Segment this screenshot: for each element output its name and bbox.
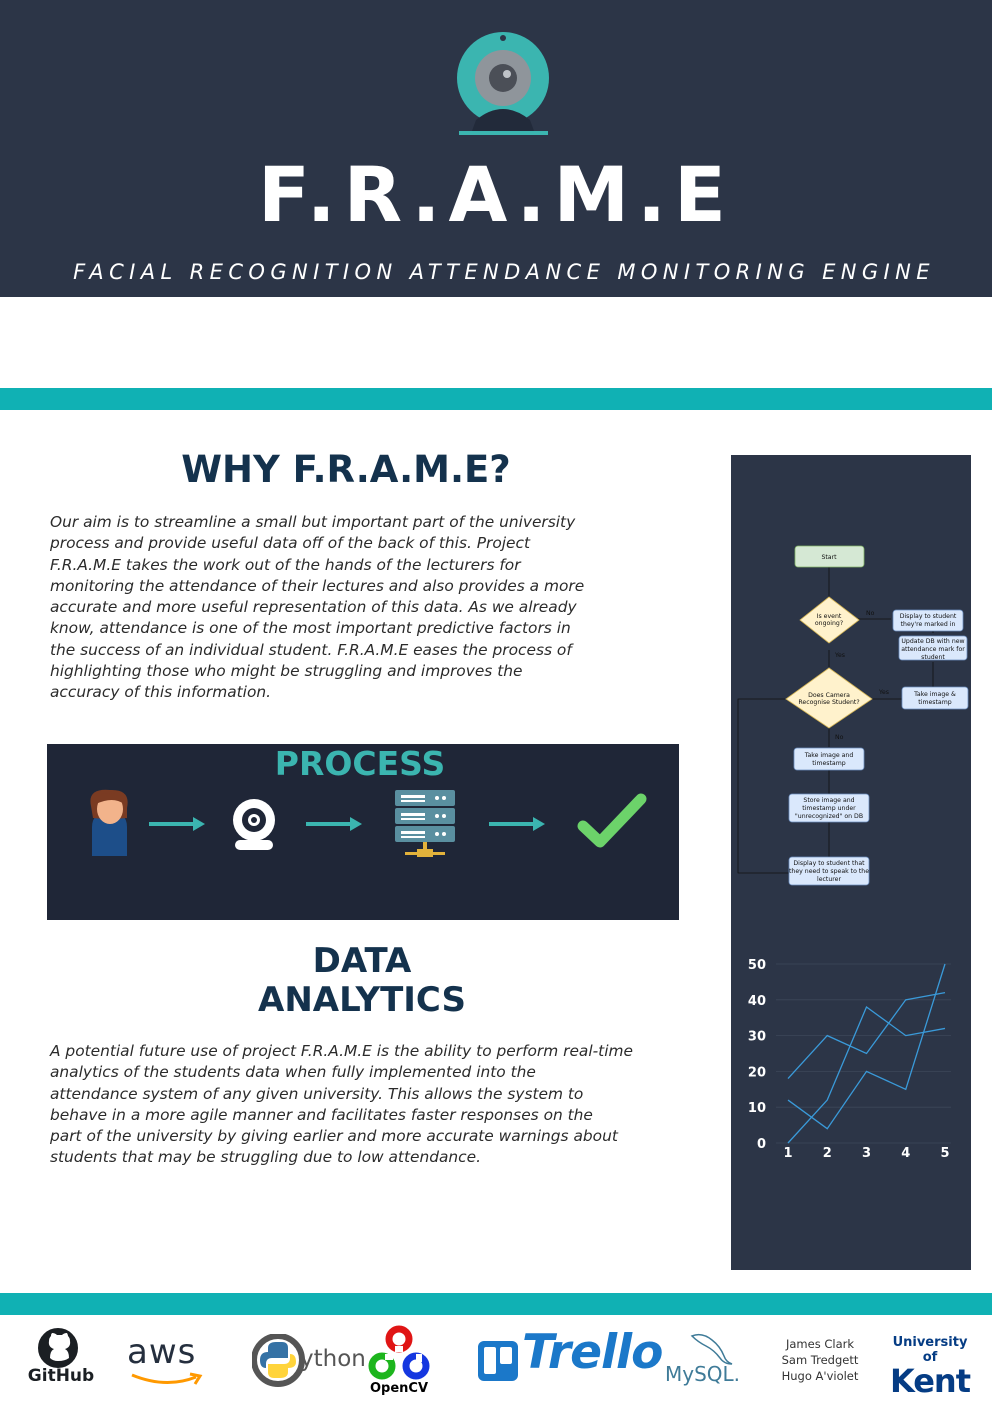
authors-block <box>770 1336 870 1384</box>
author-name: Hugo A'violet <box>781 1369 859 1383</box>
opencv-logo-text: OpenCV <box>369 1381 429 1396</box>
why-heading: WHY F.R.A.M.E? <box>181 448 511 491</box>
analytics-paragraph <box>50 1041 730 1169</box>
python-logo-text: ython <box>300 1346 366 1372</box>
y-tick-label: 20 <box>747 1065 766 1081</box>
text-line: accurate and more useful representation of this data. As we already <box>50 598 577 617</box>
opencv-icon <box>365 1324 433 1384</box>
kent-logo <box>884 1335 976 1400</box>
flow-label-no: No <box>866 610 875 617</box>
process-diagram <box>47 744 679 920</box>
text-line: students that may be struggling due to low attendance. <box>50 1148 481 1167</box>
text-line: F.R.A.M.E takes the work out of the hands of the lecturers for <box>50 555 521 574</box>
y-tick-label: 40 <box>747 993 766 1009</box>
text-line: behave in a more agile manner and facilitates faster responses on the <box>50 1105 593 1124</box>
y-tick-label: 0 <box>756 1137 766 1152</box>
github-icon <box>38 1328 78 1368</box>
flow-store-image-text: Store image and timestamp under "unrecognized" on DB <box>794 797 864 820</box>
mysql-logo-text: MySQL. <box>665 1362 741 1386</box>
arrow-right-icon <box>306 817 362 831</box>
flowchart <box>731 455 971 895</box>
flow-event-text: Is event ongoing? <box>814 613 844 627</box>
kent-logo-line1: University of <box>892 1335 968 1365</box>
mysql-dolphin-icon <box>688 1330 738 1366</box>
page-subtitle: FACIAL RECOGNITION ATTENDANCE MONITORING ENGINE <box>73 260 935 284</box>
student-icon <box>90 790 127 856</box>
author-name: James Clark <box>785 1337 855 1351</box>
flow-display-speak-text: Display to student that they need to speak to the lecturer <box>788 860 870 883</box>
why-paragraph <box>50 512 690 704</box>
text-line: Our aim is to streamline a small but important part of the university <box>50 513 576 531</box>
github-logo-text: GitHub <box>27 1366 95 1386</box>
text-line: A potential future use of project F.R.A.M.E is the ability to perform real-time <box>50 1042 633 1060</box>
teal-divider <box>0 1293 992 1315</box>
author-name: Sam Tredgett <box>781 1353 859 1367</box>
text-line: monitoring the attendance of their lectures and also provides a more <box>50 576 585 595</box>
flow-start-text: Start <box>821 554 837 561</box>
text-line: process and provide useful data off of the back of this. Project <box>50 534 531 553</box>
x-tick-label: 3 <box>861 1146 872 1161</box>
aws-smile-icon <box>130 1371 205 1389</box>
series-line-2 <box>788 964 945 1129</box>
kent-logo-line2: Kent <box>889 1362 970 1400</box>
flow-label-no: No <box>835 734 844 741</box>
y-tick-label: 30 <box>747 1029 766 1045</box>
y-tick-label: 50 <box>747 958 766 973</box>
text-line: accuracy of this information. <box>50 683 272 702</box>
text-line: the success of an individual student. F.R.A.M.E eases the process of <box>50 640 572 659</box>
process-heading: PROCESS <box>274 744 446 783</box>
line-chart <box>731 940 971 1180</box>
flow-take-image-text: Take image and timestamp <box>804 752 854 767</box>
server-icon <box>395 790 455 857</box>
x-tick-label: 2 <box>822 1146 832 1161</box>
flow-label-yes: Yes <box>879 689 889 696</box>
x-tick-label: 1 <box>783 1146 793 1161</box>
analytics-heading-line: ANALYTICS <box>258 980 466 1020</box>
checkmark-icon <box>583 799 641 842</box>
flow-update-db-text: Update DB with new attendance mark for student <box>901 638 965 661</box>
flow-take-image-right-text: Take image & timestamp <box>914 691 956 706</box>
flow-label-yes: Yes <box>835 652 845 659</box>
trello-icon <box>478 1341 518 1381</box>
flow-camera-text: Does Camera Recognise Student? <box>798 692 860 706</box>
text-line: attendance system of any given university. This allows the system to <box>50 1084 584 1103</box>
webcam-icon <box>450 28 560 138</box>
aws-logo-text: aws <box>127 1332 197 1372</box>
y-tick-label: 10 <box>747 1101 766 1117</box>
analytics-heading <box>160 942 564 1020</box>
series-line-3 <box>788 1007 945 1143</box>
text-line: part of the university by giving earlier and more accurate warnings about <box>50 1127 618 1146</box>
flow-display-marked-text: Display to student they're marked in <box>899 613 957 628</box>
text-line: know, attendance is one of the most important predictive factors in <box>50 619 571 638</box>
webcam-icon <box>233 799 275 850</box>
arrow-right-icon <box>149 817 205 831</box>
trello-logo-text: Trello <box>522 1325 663 1380</box>
arrow-right-icon <box>489 817 545 831</box>
page-title: F.R.A.M.E <box>258 150 734 239</box>
text-line: highlighting those who might be struggling and improves the <box>50 662 523 681</box>
x-tick-label: 4 <box>901 1146 911 1161</box>
teal-divider <box>0 388 992 410</box>
analytics-heading-line: DATA <box>312 941 412 981</box>
text-line: analytics of the students data when fully implemented into the <box>50 1063 536 1082</box>
x-tick-label: 5 <box>940 1146 950 1161</box>
